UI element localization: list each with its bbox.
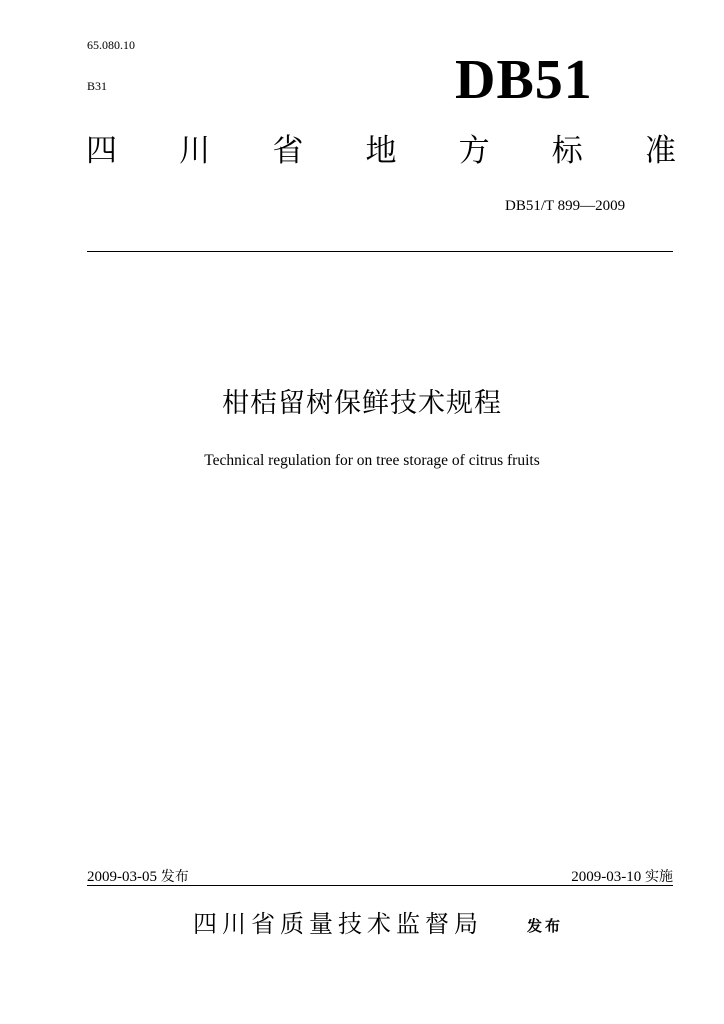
standard-title-char: 准 [644, 133, 676, 169]
standard-title-char: 地 [365, 133, 397, 169]
implementation-date-line [571, 866, 673, 886]
ccs-code: B31 [87, 79, 108, 93]
issue-date: 2009-03-05 [87, 869, 157, 885]
issuer: 四川省质量技术监督局 [193, 910, 483, 938]
issuer-suffix: 发布 [527, 917, 564, 935]
standard-title-char: 省 [272, 133, 304, 169]
issue-date-line [87, 866, 189, 886]
ics-code: 65.080.10 [87, 38, 135, 52]
implementation-label: 实施 [645, 869, 673, 885]
standard-title-char: 标 [551, 133, 583, 169]
header-divider [87, 251, 673, 252]
implementation-date: 2009-03-10 [571, 869, 642, 885]
standard-title [86, 133, 676, 169]
footer-divider [87, 885, 673, 886]
document-title-cn: 柑桔留树保鲜技术规程 [222, 388, 502, 419]
standard-title-char: 四 [86, 133, 117, 169]
standard-title-char: 方 [458, 133, 490, 169]
standard-title-char: 川 [179, 133, 211, 169]
issue-label: 发布 [160, 869, 189, 885]
document-title-en: Technical regulation for on tree storage of citrus fruits [204, 452, 540, 469]
db-code: DB51 [455, 49, 593, 111]
standard-number: DB51/T 899—2009 [505, 198, 626, 214]
